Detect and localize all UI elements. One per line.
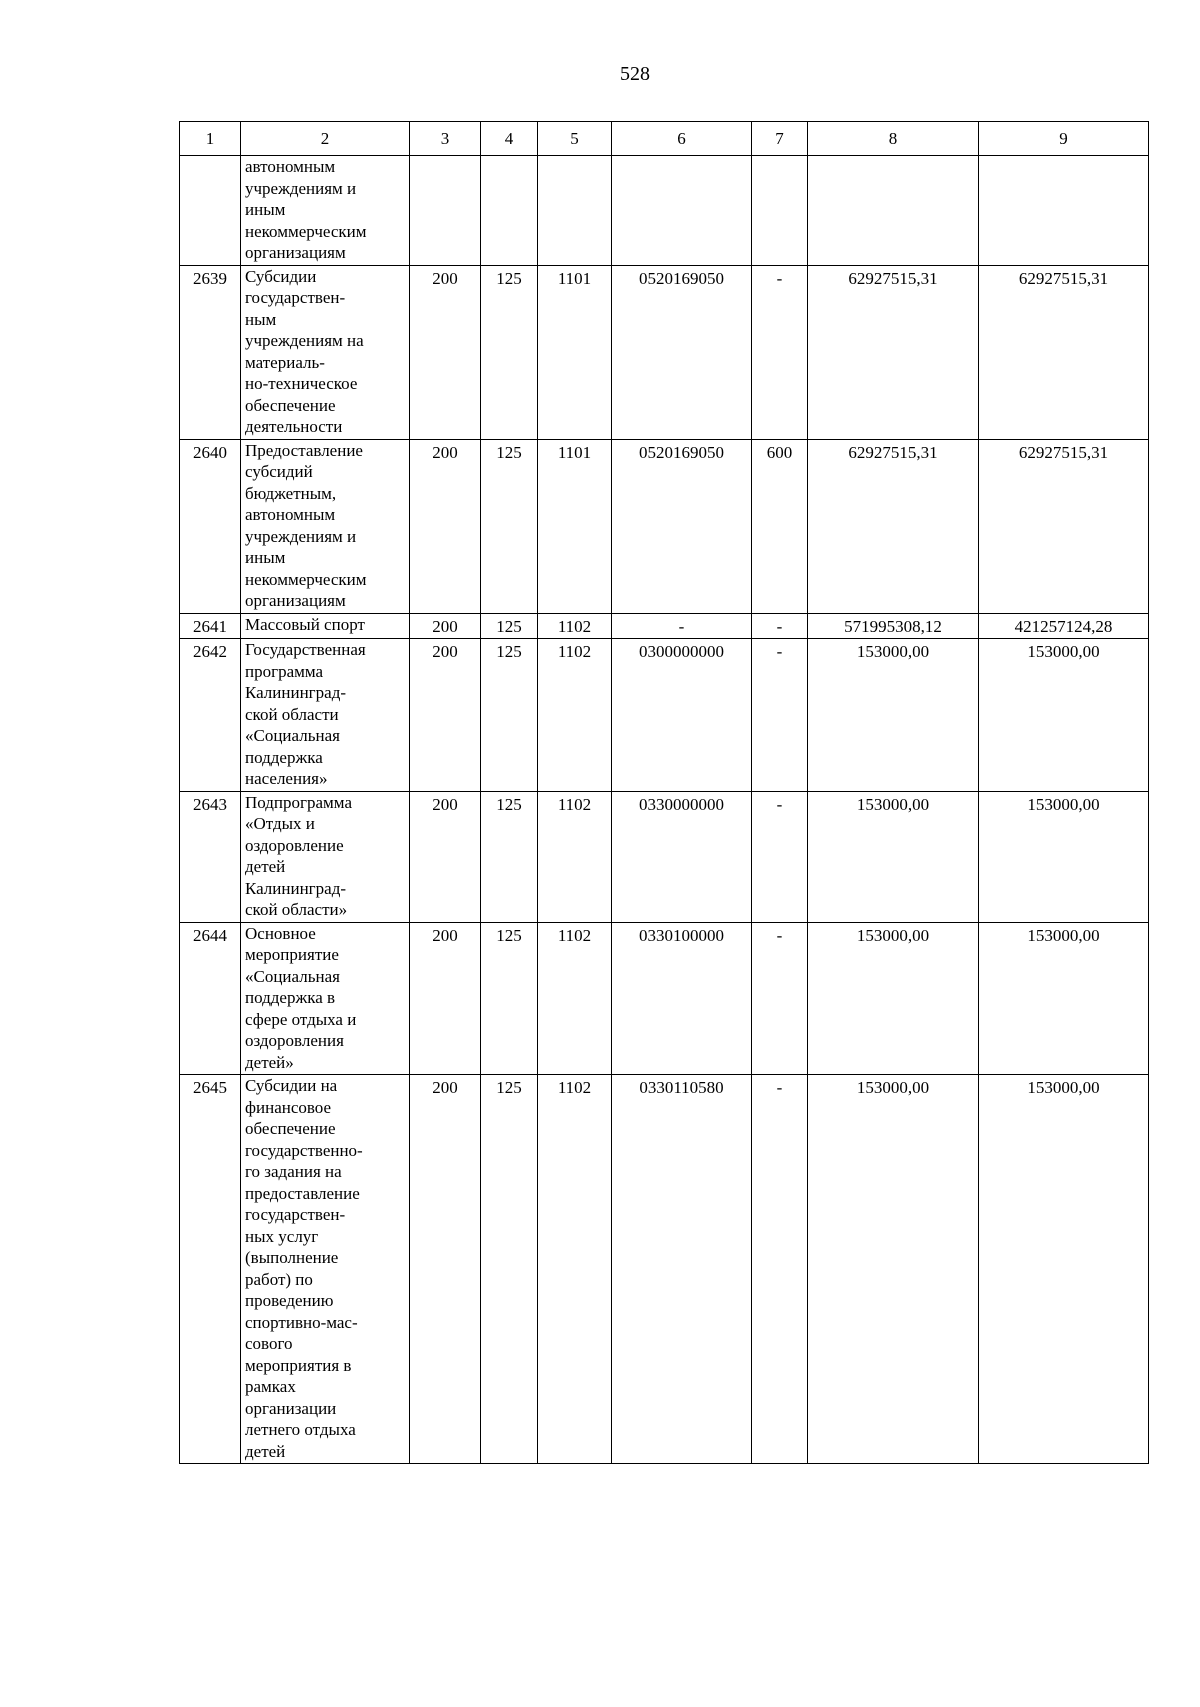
row-name-line: мероприятия в [245,1355,352,1375]
row-name-cell [241,791,410,922]
column-3-cell-text: 200 [432,268,458,288]
row-number-cell [180,265,241,439]
column-5-cell-text: 1102 [557,616,592,636]
column-5-cell [538,613,612,639]
row-name-cell [241,265,410,439]
column-8-cell-text: 153000,00 [856,925,930,945]
column-6-cell [612,613,752,639]
row-name-line: «Социальная [245,966,340,986]
row-name-line: программа [245,661,324,681]
column-header-9: 9 [979,122,1149,156]
column-7-cell-text: - [776,268,783,288]
column-5-cell [538,156,612,266]
row-name-line: Подпрограмма [245,792,352,812]
column-6-cell-text: 0330110580 [639,1078,724,1097]
row-name-line: сфере отдыха и [245,1009,357,1029]
row-number-cell [180,639,241,792]
row-name-line: Массовый спорт [245,614,365,634]
column-9-cell-text: 62927515,31 [1018,268,1109,288]
row-name-cell [241,156,410,266]
row-name-line: материаль- [245,352,325,372]
row-number-cell [180,156,241,266]
row-name-line: государствен- [245,288,346,307]
row-number-cell-text: 2642 [193,642,227,661]
column-4-cell-text: 125 [496,442,522,462]
row-name-line: «Социальная [245,726,340,745]
column-8-cell [808,639,979,792]
column-8-cell [808,156,979,266]
column-3-cell-text: 200 [432,794,458,814]
row-name-line: сового [245,1334,293,1353]
column-6-cell [612,922,752,1075]
row-name-line: Предоставление [245,440,363,460]
row-name-line: населения» [245,769,328,788]
column-4-cell [481,639,538,792]
column-9-cell [979,1075,1149,1464]
table-body [180,156,1149,1464]
column-7-cell [752,639,808,792]
row-name-line: организации [245,1398,337,1418]
row-name-cell [241,1075,410,1464]
row-number-cell-text: 2645 [193,1078,227,1097]
column-4-cell-text: 125 [496,1078,522,1097]
column-6-cell [612,265,752,439]
row-name-line: ных услуг [245,1226,319,1246]
row-name-line: летнего отдыха [245,1420,356,1439]
column-7-cell-text: - [776,642,783,661]
column-5-cell [538,265,612,439]
column-7-cell-text: - [776,616,783,636]
row-name-line: организациям [245,591,346,610]
row-name-line: бюджетным, [245,483,337,503]
column-5-cell [538,1075,612,1464]
column-3-cell-text: 200 [432,642,458,661]
column-4-cell [481,1075,538,1464]
column-7-cell [752,922,808,1075]
column-6-cell-text: 0520169050 [639,268,724,288]
row-name-line: обеспечение [245,1119,336,1138]
row-number-cell [180,439,241,613]
row-name-line: Субсидии [245,266,317,286]
row-name-line: Основное [245,923,316,943]
column-8-cell-text: 62927515,31 [848,268,938,288]
column-3-cell-text: 200 [432,442,458,462]
table-row [180,439,1149,613]
row-number-cell-text: 2643 [193,794,227,814]
row-name-line: автономным [245,505,336,524]
column-8-cell [808,791,979,922]
row-name-line: организациям [245,243,346,262]
budget-table [179,121,1149,1464]
row-number-cell-text: 2639 [193,268,227,288]
column-6-cell [612,439,752,613]
row-name-line: спортивно-мас- [245,1312,358,1332]
column-3-cell [410,1075,481,1464]
column-8-cell-text: 62927515,31 [848,442,938,462]
column-5-cell-text: 1102 [557,925,592,945]
column-7-cell [752,791,808,922]
row-name-line: поддержка в [245,988,336,1007]
column-9-cell [979,613,1149,639]
column-7-cell-text: - [776,925,783,945]
column-9-cell [979,791,1149,922]
column-8-cell [808,265,979,439]
column-4-cell-text: 125 [496,925,522,945]
column-5-cell [538,922,612,1075]
column-3-cell [410,639,481,792]
row-name-line: некоммерческим [245,221,367,241]
column-4-cell-text: 125 [496,642,522,661]
table-row [180,922,1149,1075]
column-9-cell [979,922,1149,1075]
row-name-line: проведению [245,1291,334,1310]
row-name-line: поддержка [245,747,323,767]
row-name-line: детей [245,1441,286,1461]
column-5-cell [538,439,612,613]
row-name-line: работ) по [245,1269,313,1289]
column-3-cell-text: 200 [432,925,458,945]
column-8-cell [808,613,979,639]
column-5-cell-text: 1102 [557,794,592,814]
column-8-cell-text: 571995308,12 [844,616,942,636]
page-number: 528 [620,63,650,85]
row-name-line: автономным [245,157,336,176]
column-6-cell [612,1075,752,1464]
column-3-cell [410,922,481,1075]
row-name-line: детей [245,857,286,876]
column-3-cell [410,156,481,266]
row-number-cell-text: 2641 [193,616,227,636]
column-header-6: 6 [612,122,752,156]
row-name-line: обеспечение [245,395,336,415]
row-name-line: Калининград- [245,683,347,702]
column-3-cell [410,439,481,613]
row-name-line: ным [245,309,277,329]
column-header-2: 2 [241,122,410,156]
row-name-line: иным [245,200,286,219]
column-5-cell [538,791,612,922]
row-name-line: учреждениям и [245,178,357,198]
column-9-cell [979,156,1149,266]
column-7-cell-text: 600 [766,442,793,462]
row-name-line: учреждениям и [245,526,357,546]
row-name-line: мероприятие [245,945,339,964]
column-3-cell-text: 200 [432,616,458,636]
row-number-cell [180,1075,241,1464]
column-3-cell [410,613,481,639]
row-number-cell-text: 2644 [193,925,227,945]
column-9-cell [979,265,1149,439]
table-row [180,791,1149,922]
row-name-line: ской области» [245,900,348,919]
row-name-cell [241,639,410,792]
column-8-cell-text: 153000,00 [856,642,930,661]
column-7-cell [752,613,808,639]
row-name-cell [241,439,410,613]
column-5-cell-text: 1102 [557,1078,592,1097]
column-6-cell-text: 0330000000 [639,794,724,814]
row-name-line: Калининград- [245,878,347,898]
column-header-3: 3 [410,122,481,156]
row-number-cell [180,791,241,922]
column-6-cell [612,156,752,266]
row-name-line: государствен- [245,1205,346,1224]
row-name-cell [241,922,410,1075]
column-9-cell-text: 153000,00 [1027,925,1100,945]
column-header-1: 1 [180,122,241,156]
column-7-cell [752,156,808,266]
column-6-cell-text: 0520169050 [639,442,724,462]
column-7-cell [752,265,808,439]
column-6-cell-text: 0330100000 [639,925,724,945]
row-name-line: (выполнение [245,1248,339,1267]
row-name-line: иным [245,548,286,567]
row-name-line: финансовое [245,1097,332,1117]
column-9-cell-text: 153000,00 [1027,1078,1100,1097]
row-name-line: государственно- [245,1140,363,1160]
row-number-cell [180,613,241,639]
column-4-cell [481,791,538,922]
column-7-cell [752,1075,808,1464]
table-row [180,156,1149,266]
column-4-cell [481,439,538,613]
column-9-cell [979,439,1149,613]
column-7-cell-text: - [776,794,783,814]
row-name-line: оздоровления [245,1031,344,1050]
column-5-cell-text: 1101 [557,268,592,288]
column-7-cell-text [756,156,803,157]
row-name-line: ской области [245,704,339,724]
column-4-cell-text [485,156,533,157]
table-row [180,1075,1149,1464]
column-6-cell [612,791,752,922]
row-number-cell-text: 2640 [193,442,227,462]
column-4-cell-text: 125 [496,268,522,288]
column-9-cell [979,639,1149,792]
column-6-cell-text: - [678,616,685,636]
column-3-cell [410,791,481,922]
column-4-cell [481,265,538,439]
row-name-line: оздоровление [245,835,344,855]
column-5-cell-text [542,156,607,157]
column-4-cell [481,922,538,1075]
row-name-line: го задания на [245,1162,342,1181]
column-8-cell [808,439,979,613]
column-9-cell-text: 62927515,31 [1018,442,1109,462]
column-9-cell-text: 421257124,28 [1014,616,1113,636]
column-6-cell [612,639,752,792]
column-3-cell-text [414,156,476,157]
column-8-cell-text [812,156,974,157]
column-7-cell [752,439,808,613]
row-name-line: деятельности [245,417,343,436]
column-5-cell-text: 1102 [557,642,592,661]
column-8-cell-text: 153000,00 [856,1078,930,1097]
row-name-cell [241,613,410,639]
row-name-line: но-техническое [245,374,358,393]
row-number-cell [180,922,241,1075]
row-number-cell-text [184,156,236,157]
header-row [180,122,1149,156]
column-7-cell-text: - [776,1078,783,1097]
table-row [180,639,1149,792]
table-header [180,122,1149,156]
column-8-cell [808,922,979,1075]
column-4-cell-text: 125 [496,616,522,636]
row-name-line: «Отдых и [245,814,315,833]
column-header-7: 7 [752,122,808,156]
column-6-cell-text: 0300000000 [639,642,724,661]
row-name-line: субсидий [245,462,313,481]
column-header-4: 4 [481,122,538,156]
table-row [180,613,1149,639]
row-name-line: некоммерческим [245,569,367,589]
column-6-cell-text [616,156,747,157]
column-4-cell [481,156,538,266]
row-name-line: Государственная [245,640,366,659]
column-9-cell-text [983,156,1144,157]
column-5-cell [538,639,612,792]
row-name-line: детей» [245,1052,294,1072]
column-5-cell-text: 1101 [557,442,592,462]
table-row [180,265,1149,439]
column-9-cell-text: 153000,00 [1027,642,1100,661]
column-header-8: 8 [808,122,979,156]
column-3-cell [410,265,481,439]
row-name-line: рамках [245,1377,296,1396]
row-name-line: Субсидии на [245,1076,338,1095]
column-8-cell-text: 153000,00 [856,794,930,814]
row-name-line: предоставление [245,1183,360,1203]
column-4-cell [481,613,538,639]
column-8-cell [808,1075,979,1464]
column-header-5: 5 [538,122,612,156]
row-name-line: учреждениям на [245,331,364,350]
column-4-cell-text: 125 [496,794,522,814]
column-3-cell-text: 200 [432,1078,458,1097]
column-9-cell-text: 153000,00 [1027,794,1100,814]
